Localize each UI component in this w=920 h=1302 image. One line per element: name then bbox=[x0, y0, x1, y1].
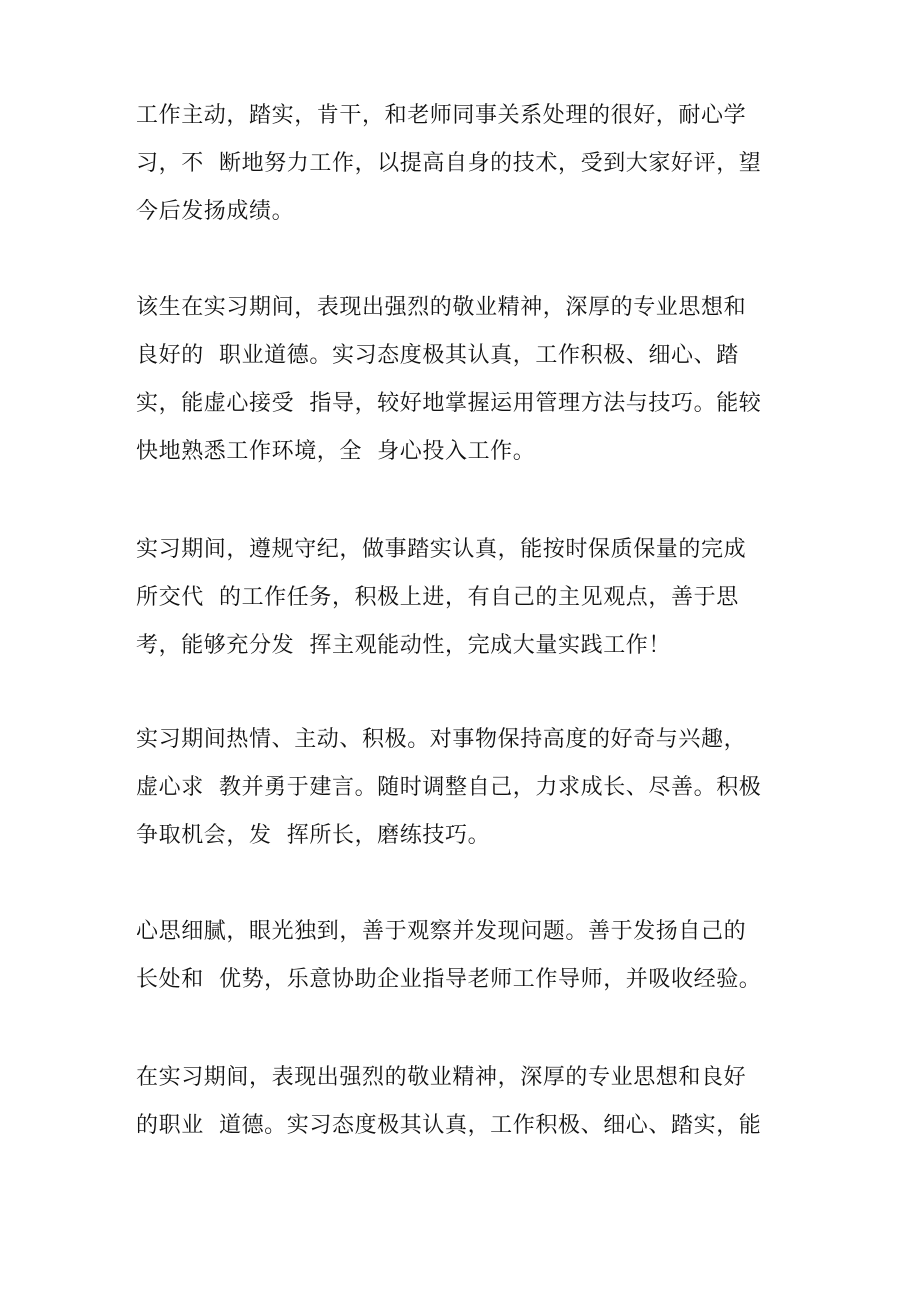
paragraph-4 bbox=[136, 716, 796, 860]
paragraph-line: 考，能够充分发 挥主观能动性，完成大量实践工作！ bbox=[136, 633, 671, 658]
paragraph-5 bbox=[136, 908, 796, 1004]
paragraph-line: 在实习期间，表现出强烈的敬业精神，深厚的专业思想和良好 bbox=[136, 1065, 747, 1090]
paragraph-line: 虚心求 教并勇于建言。随时调整自己，力求成长、尽善。积极 bbox=[136, 775, 762, 800]
paragraph-line: 实，能虚心接受 指导，较好地掌握运用管理方法与技巧。能较 bbox=[136, 391, 762, 416]
paragraph-3 bbox=[136, 526, 796, 670]
paragraph-line: 实习期间，遵规守纪，做事踏实认真，能按时保质保量的完成 bbox=[136, 537, 747, 562]
paragraph-line: 快地熟悉工作环境，全 身心投入工作。 bbox=[136, 439, 536, 464]
paragraph-6 bbox=[136, 1054, 796, 1150]
paragraph-line: 实习期间热情、主动、积极。对事物保持高度的好奇与兴趣， bbox=[136, 727, 747, 752]
paragraph-line: 长处和 优势，乐意协助企业指导老师工作导师，并吸收经验。 bbox=[136, 967, 762, 992]
paragraph-1 bbox=[136, 92, 796, 236]
paragraph-line: 所交代 的工作任务，积极上进，有自己的主见观点，善于思 bbox=[136, 585, 739, 610]
paragraph-line: 今后发扬成绩。 bbox=[136, 199, 295, 224]
paragraph-line: 的职业 道德。实习态度极其认真，工作积极、细心、踏实，能 bbox=[136, 1113, 762, 1138]
paragraph-2 bbox=[136, 284, 796, 476]
paragraph-line: 该生在实习期间，表现出强烈的敬业精神，深厚的专业思想和 bbox=[136, 295, 747, 320]
paragraph-line: 良好的 职业道德。实习态度极其认真，工作积极、细心、踏 bbox=[136, 343, 739, 368]
paragraph-line: 心思细腻，眼光独到，善于观察并发现问题。善于发扬自己的 bbox=[136, 919, 747, 944]
paragraph-line: 工作主动，踏实，肯干，和老师同事关系处理的很好，耐心学 bbox=[136, 103, 747, 128]
paragraph-line: 习，不 断地努力工作，以提高自身的技术，受到大家好评，望 bbox=[136, 151, 762, 176]
paragraph-line: 争取机会，发 挥所长，磨练技巧。 bbox=[136, 823, 491, 848]
